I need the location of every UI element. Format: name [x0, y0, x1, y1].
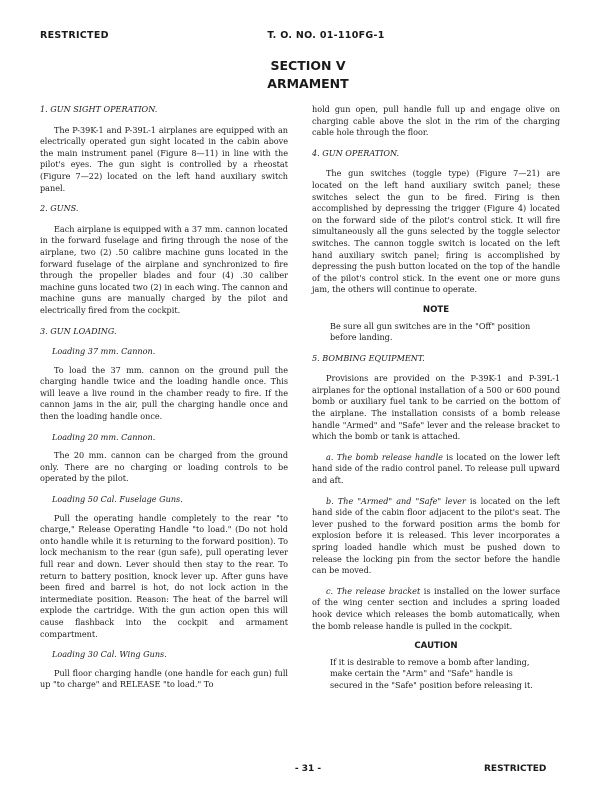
- release-bracket-text: is installed on the lower surface of the wing center section and includes a spring loaded hook device which releases the bomb automatically, when the bomb release handle is pulled in the cockpit.: [312, 585, 560, 631]
- page-number: - 31 -: [294, 764, 322, 774]
- continuation-paragraph: hold gun open, pull handle full up and engage olive on charging cable above the slot in the rim of the charging cable hole through the floor.: [312, 104, 560, 138]
- bombing-equipment-heading: 5. BOMBING EQUIPMENT.: [312, 352, 425, 363]
- gun-sight-heading: 1. GUN SIGHT OPERATION.: [40, 104, 158, 114]
- footer-restricted-label: RESTRICTED: [484, 764, 547, 774]
- loading-37mm-paragraph: To load the 37 mm. cannon on the ground pull the charging handle twice and the loading handle once. This will leave a live round in the chamber ready to fire. If the cannon jams in the air, pull the charging handle once and then the loading handle once.: [40, 364, 288, 422]
- note-text: Be sure all gun switches are in the "Off" position before landing.: [330, 320, 531, 343]
- loading-30cal-subheading: Loading 30 Cal. Wing Guns.: [52, 649, 167, 660]
- loading-20mm-paragraph: The 20 mm. cannon can be charged from the ground only. There are no charging or loading controls to be operated by the pilot.: [40, 450, 288, 484]
- loading-50cal-subheading: Loading 50 Cal. Fuselage Guns.: [52, 494, 183, 505]
- armed-safe-lever-paragraph: [312, 496, 560, 577]
- caution-title: CAUTION: [414, 641, 458, 652]
- note-title: NOTE: [422, 304, 450, 315]
- gun-loading-heading: 3. GUN LOADING.: [40, 325, 117, 336]
- loading-30cal-paragraph: Pull floor charging handle (one handle for each gun) full up "to charge" and RELEASE "to load." To: [40, 667, 288, 690]
- gun-sight-paragraph: The P-39K-1 and P-39L-1 airplanes are equipped with an electrically operated gun sight located in the cabin above the main instrument panel (Figure 8—11) in line with the pilot's eyes. The gun sight is controlled by a rheostat (Figure 7—22) located on the left hand auxiliary switch panel.: [40, 124, 288, 193]
- gun-operation-paragraph: The gun switches (toggle type) (Figure 7—21) are located on the left hand auxiliary switch panel; these switches select the gun to be fired. Firing is then accomplished by depressing the trigger (Figure 4) located on the forward side of the pilot's control stick. It will fire simultaneously all the guns selected by the toggle selector switches. The cannon toggle switch is located on the left hand auxiliary switch panel; firing is accomplished by depressing the push button located on the top of the handle of the pilot's control stick. In the event one or more guns jam, the others will continue to operate.: [312, 168, 560, 295]
- gun-operation-heading: 4. GUN OPERATION.: [312, 147, 400, 158]
- loading-20mm-subheading: Loading 20 mm. Cannon.: [52, 431, 156, 442]
- loading-50cal-paragraph: Pull the operating handle completely to the rear "to charge," Release Operating Handle "to load." (Do not hold onto handle while it is returning to the forward position). To lock mechanism to the rear (gun safe), pull operating lever full rear and down. Lever should then stay to the rear. To return to battery position, knock lever up. After guns have been fired and barrel is hot, do not lock action in the intermediate position. Reason: The heat of the barrel will explode the cartridge. With the gun action open this will cause flashback into the cockpit and armament compartment.: [40, 512, 288, 639]
- bombing-equipment-paragraph: Provisions are provided on the P-39K-1 and P-39L-1 airplanes for the optional installation of a 500 or 600 pound bomb or auxiliary fuel tank to be carried on the bottom of the airplane. The installation consists of a bomb release handle "Armed" and "Safe" lever and the release bracket to which the bomb or tank is attached.: [312, 373, 560, 442]
- release-bracket-paragraph: [312, 586, 560, 632]
- loading-37mm-subheading: Loading 37 mm. Cannon.: [52, 346, 156, 357]
- armed-safe-lever-text: is located on the left hand side of the cabin floor adjacent to the pilot's seat. The lever pushed to the forward position arms the bomb for explosion before it is released. This lever incorporates a spring loaded handle which must be pushed down to release the locking pin from the sector before the handle can be moved.: [312, 495, 560, 576]
- release-bracket-label: c. The release bracket: [326, 585, 421, 596]
- guns-paragraph: Each airplane is equipped with a 37 mm. cannon located in the forward fuselage and firing through the nose of the airplane, two (2) .50 calibre machine guns located in the forward fuselage of the airplane and synchronized to fire through the propeller blades and four (4) .30 caliber machine guns located two (2) in each wing. The cannon and machine guns are manually charged by the pilot and electrically fired from the cockpit.: [40, 223, 288, 315]
- bomb-release-handle-paragraph: [312, 452, 560, 487]
- bomb-release-handle-text: is located on the lower left hand side of the radio control panel. To release pull upward and aft.: [312, 451, 560, 486]
- header-document-number: T. O. NO. 01-110FG-1: [267, 30, 385, 41]
- guns-heading: 2. GUNS.: [40, 203, 79, 214]
- section-number: SECTION V: [270, 58, 346, 73]
- armed-safe-lever-label: b. The "Armed" and "Safe" lever: [326, 495, 466, 506]
- caution-text: If it is desirable to remove a bomb after landing, make certain the "Arm" and "Safe" handle is secured in the "Safe" position before releasing it.: [330, 656, 533, 690]
- right-column: [312, 104, 560, 701]
- bomb-release-handle-label: a. The bomb release handle: [326, 451, 443, 462]
- section-title: ARMAMENT: [267, 76, 349, 91]
- header-restricted-label: RESTRICTED: [40, 30, 109, 41]
- left-column: [40, 104, 288, 700]
